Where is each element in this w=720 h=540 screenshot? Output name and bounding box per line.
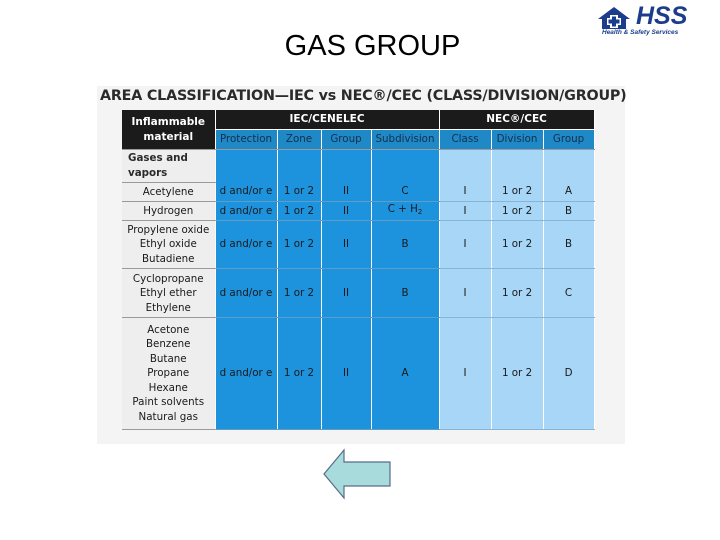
nec-group-cell-text: B bbox=[564, 238, 573, 251]
class-cell bbox=[439, 220, 491, 269]
iec-group-cell-text: II bbox=[342, 238, 350, 251]
protection-cell-text: d and/or e bbox=[219, 367, 273, 380]
class-cell bbox=[439, 269, 491, 318]
header-division: Division bbox=[491, 129, 543, 149]
nec-group-cell bbox=[543, 269, 594, 318]
material-name: Cyclopropane bbox=[132, 272, 204, 285]
iec-group-cell-text: II bbox=[342, 367, 350, 380]
material-name: Butane bbox=[149, 352, 187, 365]
table-row bbox=[122, 220, 594, 269]
classification-figure bbox=[97, 86, 625, 444]
section-gases-vapors bbox=[122, 150, 215, 183]
subdivision-cell bbox=[371, 318, 439, 430]
iec-group-cell-text: II bbox=[342, 287, 350, 300]
material-name: Ethyl ether bbox=[139, 287, 197, 300]
division-cell bbox=[491, 201, 543, 220]
subdivision-cell-text: B bbox=[401, 287, 409, 300]
material-cell bbox=[122, 182, 215, 201]
zone-cell-text: 1 or 2 bbox=[283, 367, 315, 380]
nec-group-cell-text: B bbox=[564, 204, 573, 217]
table-row bbox=[122, 269, 594, 318]
class-cell-text: I bbox=[463, 185, 467, 198]
protection-cell-text: d and/or e bbox=[219, 204, 273, 217]
protection-cell bbox=[215, 201, 277, 220]
iec-group-cell-text: II bbox=[342, 185, 350, 198]
subdivision-cell bbox=[371, 201, 439, 220]
zone-cell bbox=[277, 220, 321, 269]
protection-cell-text: d and/or e bbox=[219, 238, 273, 251]
zone-cell bbox=[277, 182, 321, 201]
empty-cell bbox=[371, 150, 439, 183]
class-cell-text: I bbox=[463, 204, 467, 217]
division-cell bbox=[491, 220, 543, 269]
iec-group-cell bbox=[321, 318, 371, 430]
section-label-line: Gases and bbox=[128, 152, 188, 165]
header-material bbox=[122, 110, 215, 150]
division-cell-text: 1 or 2 bbox=[501, 287, 533, 300]
division-cell-text: 1 or 2 bbox=[501, 367, 533, 380]
slide-title: GAS GROUP bbox=[284, 30, 461, 62]
header-nec-group: NEC®/CEC bbox=[439, 110, 594, 129]
zone-cell bbox=[277, 318, 321, 430]
logo-tagline: Health & Safety Services bbox=[602, 29, 679, 36]
material-name: Hydrogen bbox=[143, 204, 194, 217]
table-row bbox=[122, 201, 594, 220]
zone-cell-text: 1 or 2 bbox=[283, 204, 315, 217]
material-name: Benzene bbox=[145, 338, 191, 351]
material-name: Acetone bbox=[147, 323, 190, 336]
material-name: Natural gas bbox=[138, 410, 198, 423]
nec-group-cell bbox=[543, 318, 594, 430]
class-cell bbox=[439, 182, 491, 201]
subdivision-cell-text: C bbox=[401, 185, 409, 198]
nec-group-cell bbox=[543, 182, 594, 201]
class-cell-text: I bbox=[463, 238, 467, 251]
header-zone: Zone bbox=[277, 129, 321, 149]
header-iec-group-col: Group bbox=[321, 129, 371, 149]
class-cell bbox=[439, 201, 491, 220]
header-class: Class bbox=[439, 129, 491, 149]
material-name: Hexane bbox=[148, 381, 188, 394]
material-cell bbox=[122, 220, 215, 269]
division-cell-text: 1 or 2 bbox=[501, 204, 533, 217]
header-iec-group: IEC/CENELEC bbox=[215, 110, 439, 129]
subdivision-cell bbox=[371, 220, 439, 269]
section-label-line: vapors bbox=[128, 166, 168, 179]
division-cell-text: 1 or 2 bbox=[501, 238, 533, 251]
zone-cell-text: 1 or 2 bbox=[283, 238, 315, 251]
protection-cell-text: d and/or e bbox=[219, 185, 273, 198]
empty-cell bbox=[215, 150, 277, 183]
header-nec-group-col: Group bbox=[543, 129, 594, 149]
protection-cell bbox=[215, 182, 277, 201]
zone-cell bbox=[277, 201, 321, 220]
zone-cell bbox=[277, 269, 321, 318]
empty-cell bbox=[439, 150, 491, 183]
table-row bbox=[122, 318, 594, 430]
material-cell bbox=[122, 201, 215, 220]
protection-cell bbox=[215, 318, 277, 430]
division-cell bbox=[491, 318, 543, 430]
division-cell-text: 1 or 2 bbox=[501, 185, 533, 198]
iec-group-cell bbox=[321, 220, 371, 269]
material-cell bbox=[122, 269, 215, 318]
division-cell bbox=[491, 182, 543, 201]
material-name: Ethyl oxide bbox=[139, 238, 197, 251]
logo-brand: HSS bbox=[636, 2, 688, 30]
table-row bbox=[122, 182, 594, 201]
nec-group-cell-text: D bbox=[564, 367, 573, 380]
nec-group-cell bbox=[543, 201, 594, 220]
header-material-line: Inflammable bbox=[131, 116, 205, 129]
empty-cell bbox=[491, 150, 543, 183]
material-cell bbox=[122, 318, 215, 430]
iec-group-cell bbox=[321, 269, 371, 318]
empty-cell bbox=[321, 150, 371, 183]
subdivision-cell bbox=[371, 182, 439, 201]
subscript-text: 2 bbox=[417, 208, 423, 217]
nec-group-cell-text: C bbox=[564, 287, 573, 300]
iec-group-cell-text: II bbox=[342, 204, 350, 217]
table-title: AREA CLASSIFICATION—IEC vs NEC®/CEC (CLASS/DIVISION/GROUP) bbox=[100, 88, 627, 104]
protection-cell bbox=[215, 269, 277, 318]
protection-cell-text: d and/or e bbox=[219, 287, 273, 300]
protection-cell bbox=[215, 220, 277, 269]
gas-group-table bbox=[122, 110, 595, 430]
class-cell-text: I bbox=[463, 287, 467, 300]
nec-group-cell bbox=[543, 220, 594, 269]
material-name: Paint solvents bbox=[132, 396, 205, 409]
left-arrow-icon[interactable] bbox=[322, 448, 392, 500]
class-cell-text: I bbox=[463, 367, 467, 380]
iec-group-cell bbox=[321, 182, 371, 201]
subdivision-cell-text: B bbox=[401, 238, 409, 251]
header-subdivision: Subdivision bbox=[371, 129, 439, 149]
class-cell bbox=[439, 318, 491, 430]
empty-cell bbox=[277, 150, 321, 183]
hss-logo bbox=[596, 2, 714, 39]
zone-cell-text: 1 or 2 bbox=[283, 185, 315, 198]
subdivision-cell-text: C + H bbox=[387, 203, 418, 216]
material-name: Butadiene bbox=[141, 252, 195, 265]
nec-group-cell-text: A bbox=[565, 185, 573, 198]
header-protection: Protection bbox=[215, 129, 277, 149]
material-name: Propane bbox=[147, 367, 190, 380]
material-name: Propylene oxide bbox=[127, 223, 210, 236]
zone-cell-text: 1 or 2 bbox=[283, 287, 315, 300]
subdivision-cell bbox=[371, 269, 439, 318]
material-name: Acetylene bbox=[142, 185, 194, 198]
iec-group-cell bbox=[321, 201, 371, 220]
subdivision-cell-text: A bbox=[401, 367, 409, 380]
header-material-line: material bbox=[143, 130, 194, 143]
empty-cell bbox=[543, 150, 594, 183]
division-cell bbox=[491, 269, 543, 318]
material-name: Ethylene bbox=[145, 301, 191, 314]
